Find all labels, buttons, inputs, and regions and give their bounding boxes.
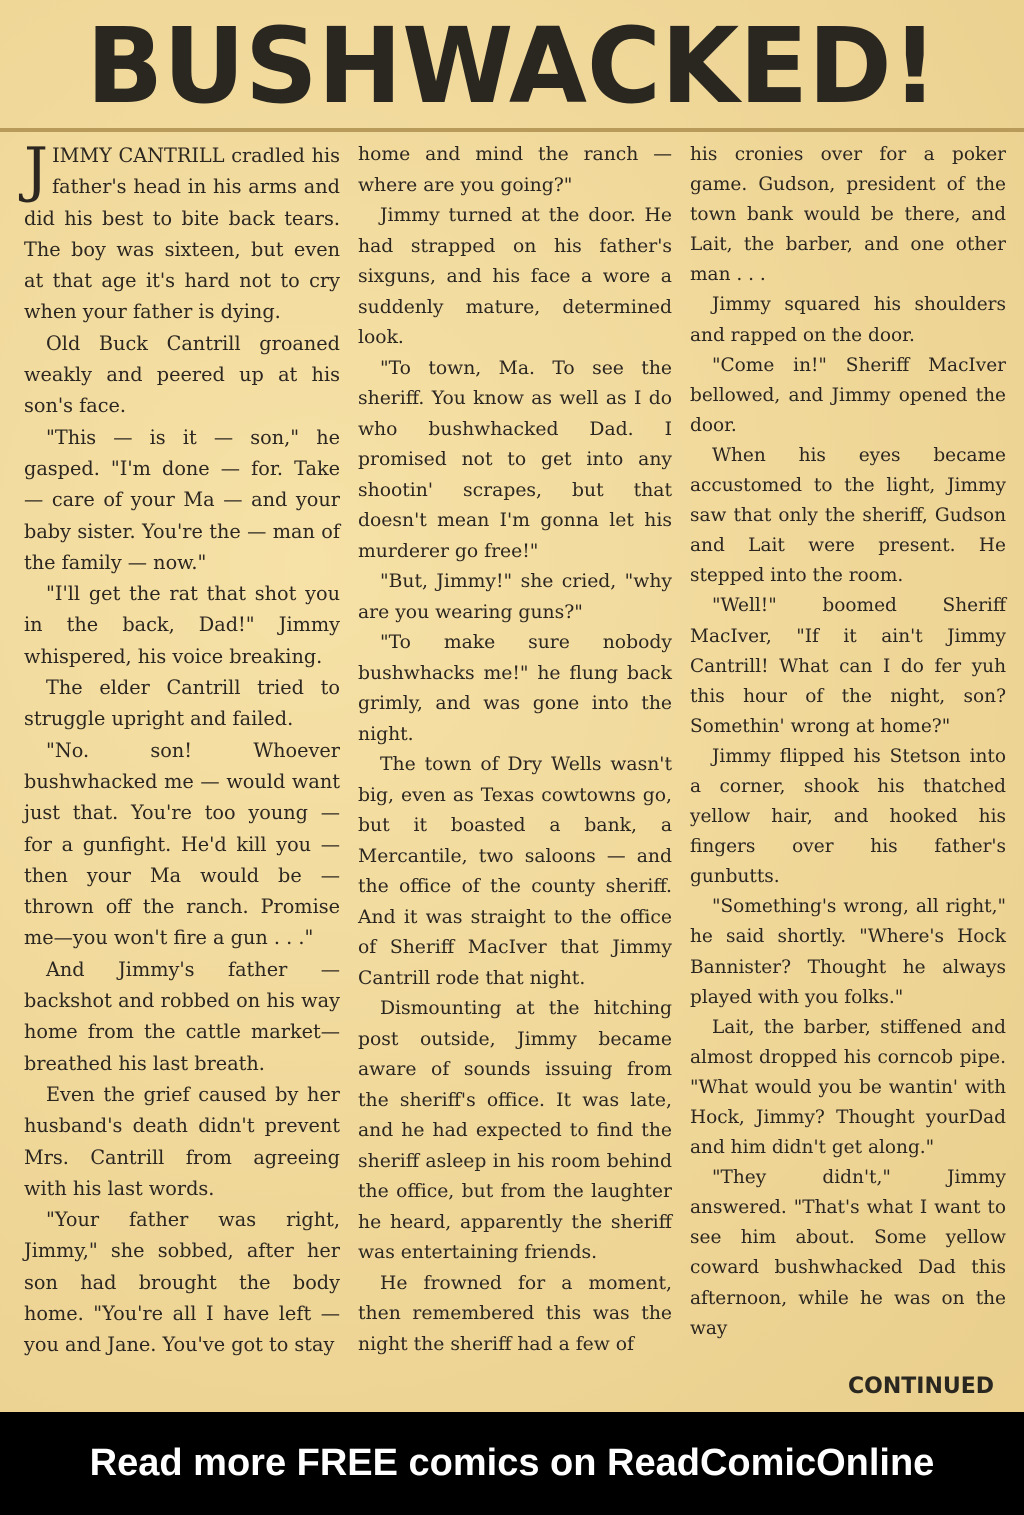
paragraph: "They didn't," Jimmy answered. "That's what I want to see him about. Some yellow coward bushwhacked Dad this afternoon, while he was on the way — [690, 1167, 1006, 1339]
paragraph: "To town, Ma. To see the sheriff. You know as well as I do who bushwhacked Dad. I promised not to get into any shootin' scrapes, but that doesn't mean I'm gonna let his murderer go free!" — [358, 357, 672, 562]
continued-label: CONTINUED — [848, 1374, 995, 1399]
paragraph: And Jimmy's father — backshot and robbed on his way home from the cattle market—breathed his last breath. — [24, 957, 340, 1075]
paragraph: "Well!" boomed Sheriff MacIver, "If it ain't Jimmy Cantrill! What can I do fer yuh this hour of the night, son? Somethin' wrong at home?" — [690, 595, 1006, 737]
paragraph: "No. son! Whoever bushwhacked me — would want just that. You're too young — for a gunfight. He'd kill you — then your Ma would be — thrown off the ranch. Promise me—you won't fire a gun . . ." — [24, 738, 340, 950]
paragraph: Jimmy squared his shoulders and rapped on the door. — [690, 294, 1006, 346]
paragraph: "This — is it — son," he gasped. "I'm done — for. Take — care of your Ma — and your baby sister. You're the — man of the family — now." — [24, 425, 340, 574]
text-column-1 — [24, 135, 340, 1361]
paragraph: "Your father was right, Jimmy," she sobbed, after her son had brought the body home. "You're all I have left — you and Jane. You've got to stay — [24, 1208, 340, 1357]
paragraph-text: IMMY CANTRILL cradled his father's head in his arms and did his best to bite back tears. The boy was sixteen, but even at that age it's hard not to cry when your father is dying. — [24, 144, 340, 324]
paragraph: He frowned for a moment, then remembered this was the night the sheriff had a few of — [358, 1272, 672, 1355]
footer-banner[interactable]: Read more FREE comics on ReadComicOnline — [0, 1412, 1024, 1515]
paragraph: Jimmy turned at the door. He had strapped on his father's sixguns, and his face a wore a suddenly mature, determined look. — [358, 205, 672, 348]
story-title: BUSHWACKED! — [86, 5, 938, 127]
paragraph: Lait, the barber, stiffened and almost dropped his corncob pipe. "What would you be wantin' with Hock, Jimmy? Thought yourDad and him didn't get along." — [690, 1016, 1006, 1159]
paragraph: When his eyes became accustomed to the light, Jimmy saw that only the sheriff, Gudson and Lait were present. He stepped into the room. — [690, 444, 1006, 587]
paragraph — [24, 135, 340, 328]
paragraph: The elder Cantrill tried to struggle upright and failed. — [24, 676, 340, 731]
paragraph: "To make sure nobody bushwhacks me!" he flung back grimly, and was gone into the night. — [358, 632, 672, 745]
text-column-3 — [690, 140, 1006, 1344]
paragraph: The town of Dry Wells wasn't big, even as Texas cowtowns go, but it boasted a bank, a Mercantile, two saloons — and the office of the county sheriff. And it was straight to the office of Sheriff MacIver that Jimmy Cantrill rode that night. — [358, 754, 672, 989]
drop-cap: J — [24, 135, 49, 205]
paragraph: "Something's wrong, all right," he said shortly. "Where's Hock Bannister? Thought he always played with you folks." — [690, 896, 1006, 1008]
paragraph: his cronies over for a poker game. Gudson, president of the town bank would be there, and Lait, the barber, and one other man . . . — [690, 144, 1006, 286]
paragraph: Dismounting at the hitching post outside, Jimmy became aware of sounds issuing from the sheriff's office. It was late, and he had expected to find the sheriff asleep in his room behind the office, but from the laughter he heard, apparently the sheriff was entertaining friends. — [358, 998, 672, 1263]
paragraph: "But, Jimmy!" she cried, "why are you wearing guns?" — [358, 571, 672, 623]
title-divider — [0, 128, 1024, 132]
paragraph: "I'll get the rat that shot you in the back, Dad!" Jimmy whispered, his voice breaking. — [24, 582, 340, 668]
paragraph: Old Buck Cantrill groaned weakly and peered up at his son's face. — [24, 331, 340, 418]
paragraph: Jimmy flipped his Stetson into a corner, shook his thatched yellow hair, and hooked his fingers over his father's gunbutts. — [690, 745, 1006, 888]
text-column-2 — [358, 140, 672, 1360]
paragraph: "Come in!" Sheriff MacIver bellowed, and Jimmy opened the door. — [690, 354, 1006, 436]
paragraph: Even the grief caused by her husband's death didn't prevent Mrs. Cantrill from agreeing with his last words. — [24, 1082, 340, 1200]
paragraph: home and mind the ranch — where are you going?" — [358, 144, 672, 196]
